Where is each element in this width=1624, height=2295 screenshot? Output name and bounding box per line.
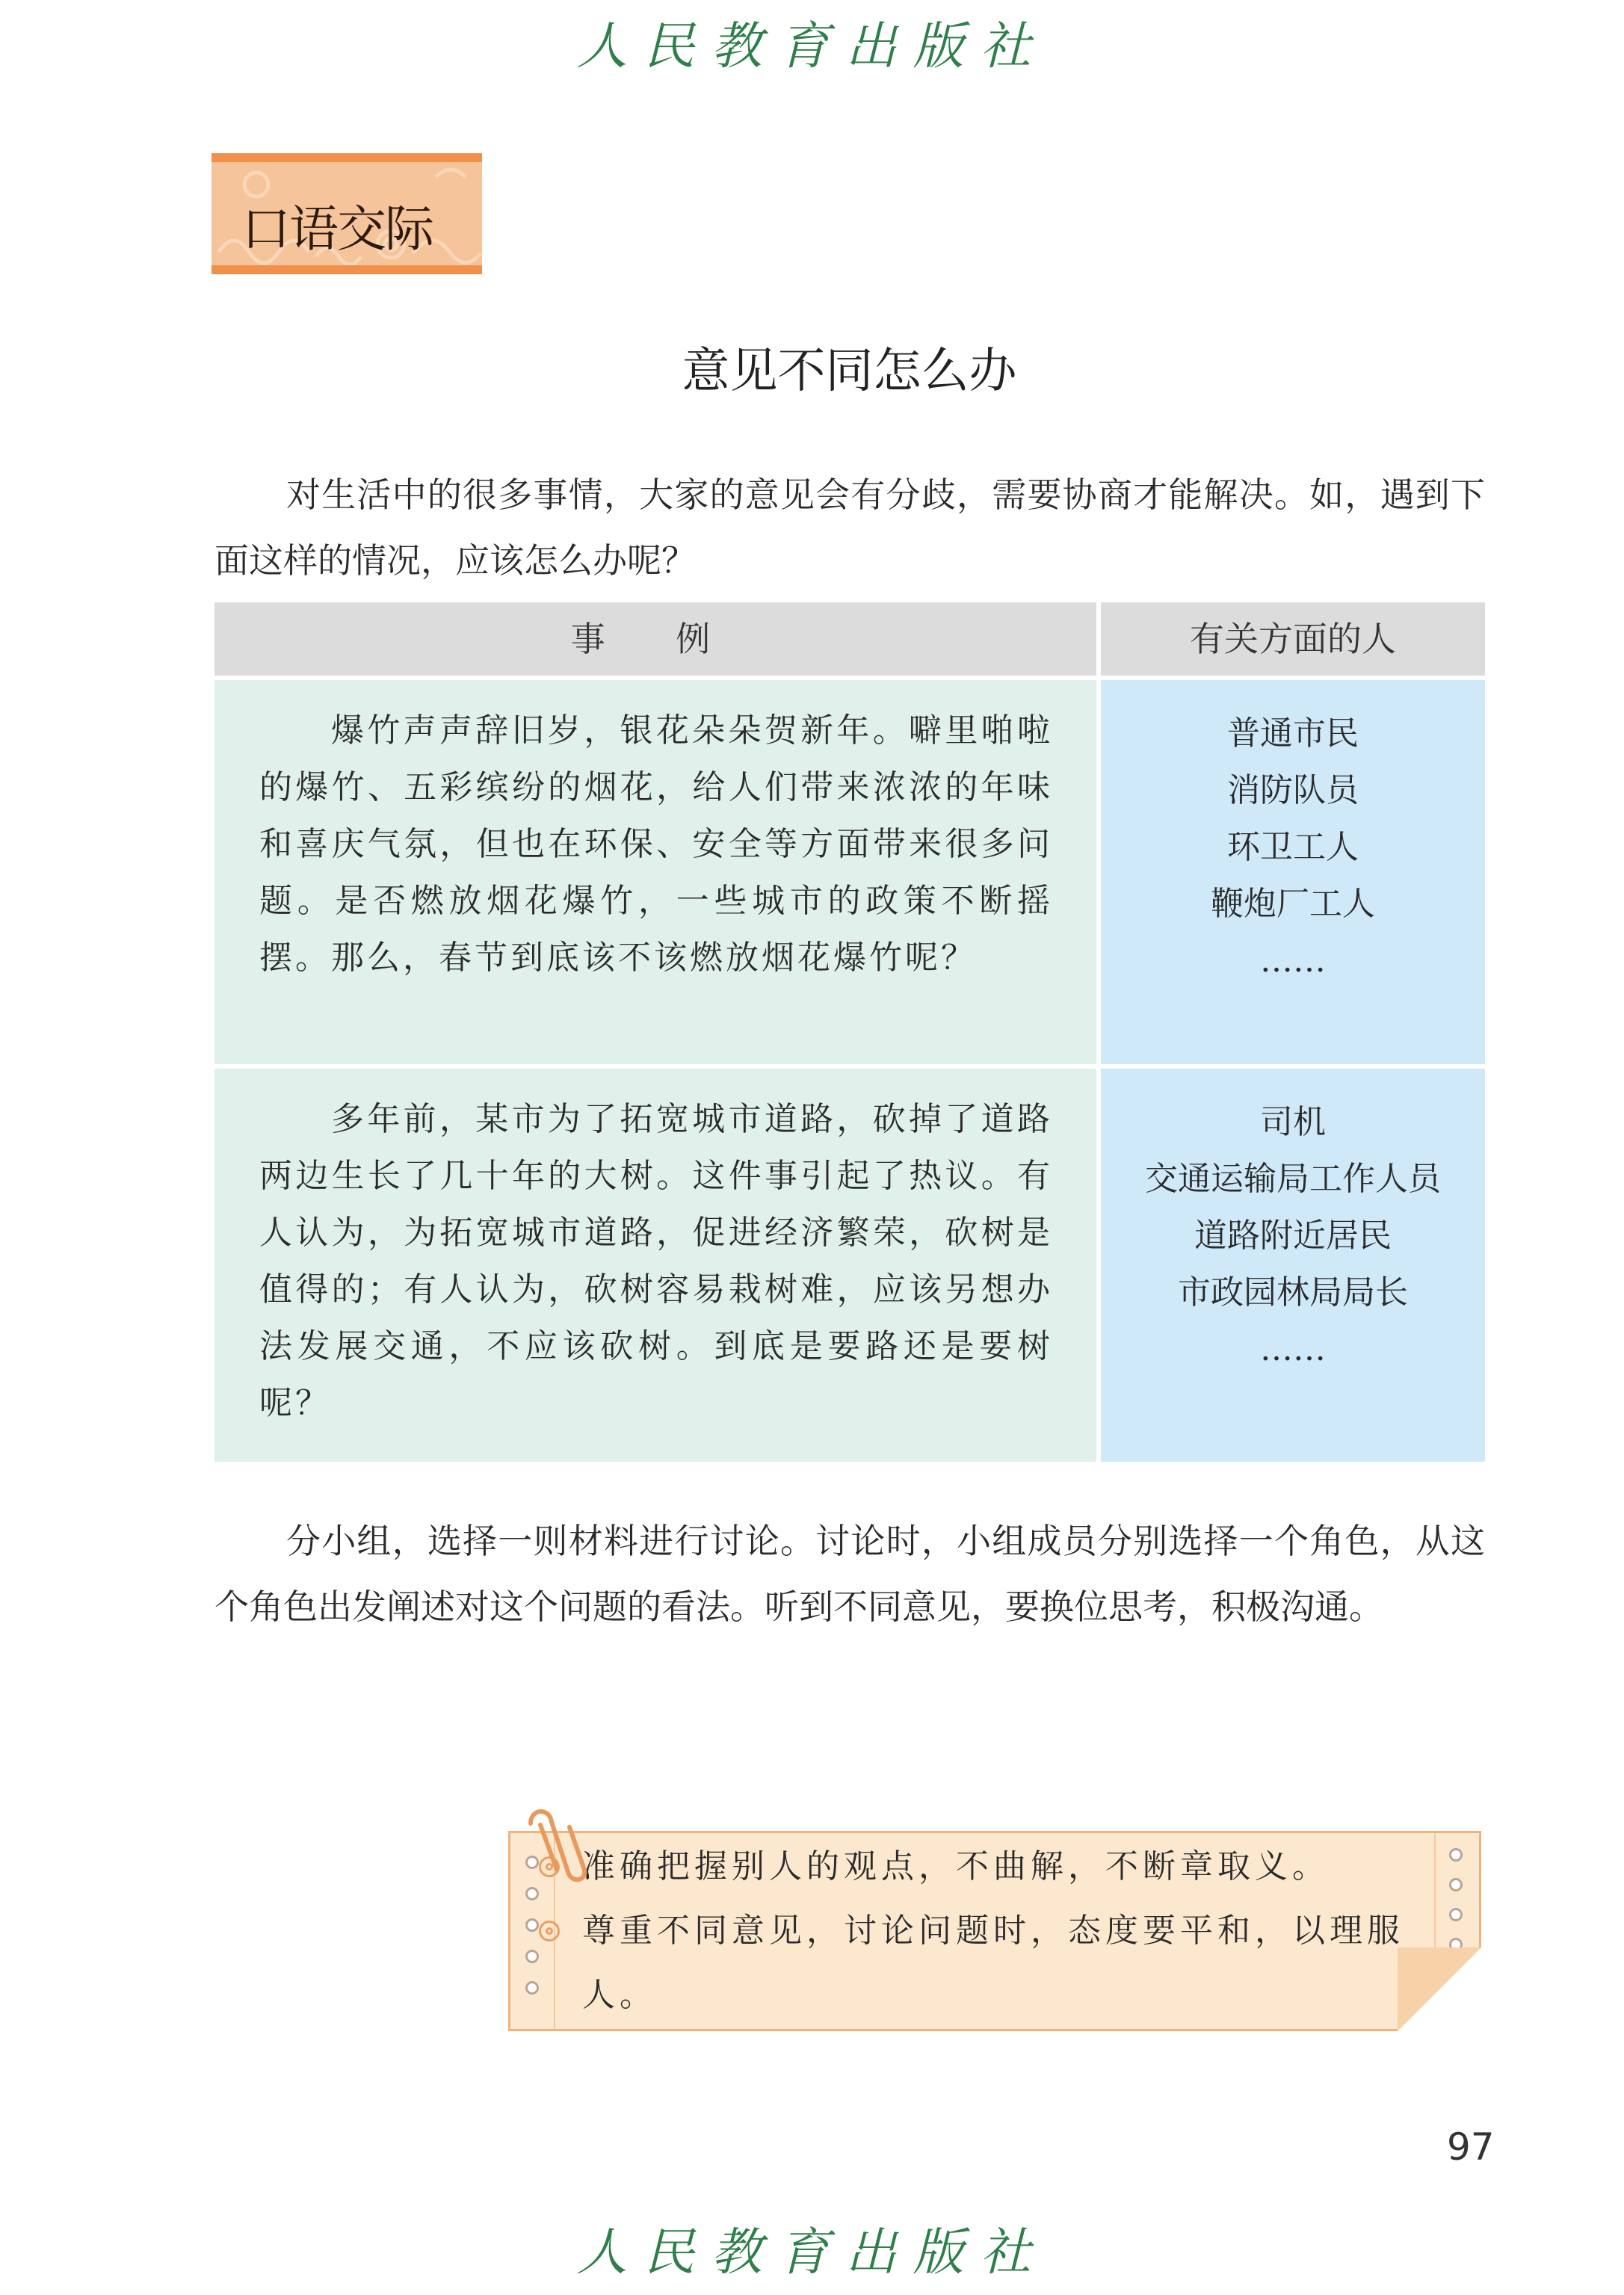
binder-hole — [1449, 1848, 1463, 1862]
table-row-case-1 — [214, 680, 1096, 1064]
list-item: 道路附近居民 — [1194, 1217, 1392, 1255]
list-item: …… — [1260, 942, 1326, 980]
list-item: …… — [1260, 1330, 1326, 1368]
publisher-logo-bottom: 人民教育出版社 — [576, 2223, 1048, 2282]
people-list — [1101, 1069, 1485, 1378]
section-label: 口语交际 — [241, 200, 433, 258]
tip-text: 尊重不同意见，讨论问题时，态度要平和，以理服人。 — [582, 1912, 1404, 2014]
table-row-people-1 — [1101, 680, 1485, 1064]
case-table — [214, 602, 1485, 1462]
tip-item-2 — [582, 1899, 1404, 2027]
binder-hole — [525, 1981, 539, 1995]
header-people: 有关方面的人 — [1190, 619, 1396, 659]
page-number: 97 — [1447, 2125, 1495, 2169]
table-header — [214, 602, 1485, 676]
list-item: 司机 — [1260, 1103, 1326, 1141]
lesson-title: 意见不同怎么办 — [682, 344, 1017, 399]
binder-hole — [1449, 1878, 1463, 1891]
list-item: 交通运输局工作人员 — [1145, 1160, 1441, 1198]
tip-text: 准确把握别人的观点，不曲解，不断章取义。 — [582, 1847, 1330, 1885]
binder-hole — [1449, 1908, 1463, 1921]
binder-hole — [525, 1950, 539, 1963]
list-item: 环卫工人 — [1227, 828, 1359, 866]
table-row-case-2 — [214, 1069, 1096, 1462]
tip-item-1 — [582, 1835, 1404, 1899]
intro-paragraph: 对生活中的很多事情，大家的意见会有分歧，需要协商才能解决。如，遇到下面这样的情况，应该怎么办呢？ — [214, 475, 1485, 581]
case-text-fireworks: 爆竹声声辞旧岁，银花朵朵贺新年。噼里啪啦的爆竹、五彩缤纷的烟花，给人们带来浓浓的年味和喜庆气氛，但也在环保、安全等方面带来很多问题。是否燃放烟花爆竹，一些城市的政策不断摇摆。那么，春节到底该不该燃放烟花爆竹呢？ — [259, 711, 1053, 977]
list-item: 鞭炮厂工人 — [1211, 885, 1375, 923]
page-fold-corner — [1398, 1947, 1481, 2031]
paperclip-icon — [516, 1801, 598, 1891]
binder-hole — [525, 1918, 539, 1932]
list-item: 市政园林局局长 — [1178, 1273, 1408, 1312]
tip-note-card — [508, 1831, 1481, 2031]
section-badge — [212, 153, 482, 274]
task-paragraph: 分小组，选择一则材料进行讨论。讨论时，小组成员分别选择一个角色，从这个角色出发阐述对这个问题的看法。听到不同意见，要换位思考，积极沟通。 — [214, 1521, 1485, 1627]
header-divider — [1096, 602, 1101, 676]
people-list — [1101, 680, 1485, 989]
list-item: 普通市民 — [1227, 714, 1359, 753]
table-row-people-2 — [1101, 1069, 1485, 1462]
header-case: 事 例 — [570, 619, 741, 659]
case-text-trees: 多年前，某市为了拓宽城市道路，砍掉了道路两边生长了几十年的大树。这件事引起了热议。有人认为，为拓宽城市道路，促进经济繁荣，砍树是值得的；有人认为，砍树容易栽树难，应该另想办法发展交通，不应该砍树。到底是要路还是要树呢？ — [259, 1100, 1053, 1422]
list-item: 消防队员 — [1227, 771, 1359, 809]
publisher-logo-top: 人民教育出版社 — [576, 17, 1048, 76]
double-circle-bullet-icon — [539, 1921, 560, 1942]
